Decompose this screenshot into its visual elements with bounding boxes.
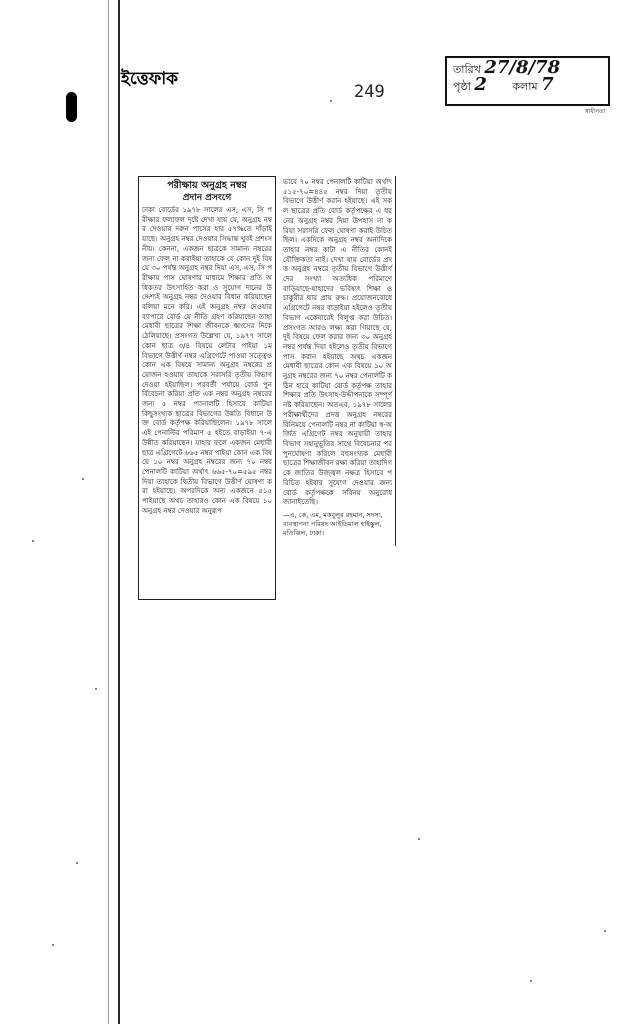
article-signature: —এ, কে, এম, মকবুলুর রহমান, সদস্য, ব্যবস্থাপনা পরিষদ আইডিয়াল হাইস্কুল, মতিঝিল, ঢাকা। [283, 510, 383, 537]
scan-speck [76, 862, 78, 864]
stamp-footnote: স্বাধীনতা [585, 108, 606, 115]
stamp-page-label: পৃষ্ঠা [453, 80, 471, 93]
archive-page-number: 249 [354, 82, 385, 102]
stamp-date-value: 27/8/78 [484, 60, 561, 77]
clipping-column-1 [138, 176, 276, 600]
stamp-page-row [453, 77, 602, 94]
article-title: পরীক্ষায় অনুগ্রহ নম্বর [167, 180, 247, 191]
punch-hole [66, 92, 77, 122]
scan-speck [32, 540, 34, 542]
article-body-part-2: ভাবে ৭০ নম্বর পেনালটি কাটিয়া অর্থাৎ ৫১৫-৭০=৪৪৫ নম্বর দিয়া তৃতীয় বিভাগে উত্তীর্ণ করান হইয়াছে। এই সকল ছাত্রের প্রতি বোর্ড কর্তৃপক্ষের এ ধরনের অনুগ্রহ নম্বর দিয়া উপহাস না করিয়া সরাসরি ফেল ঘোষণা করাই উচিত ছিল। একদিকে অনুগ্রহ নম্বর অন্যদিকে তাহার নম্বর কাটা এ নীতির কোনই যৌক্তিকতা নাই। দেখা যায় বোর্ডের প্রদত্ত অনুগ্রহ নম্বরে তৃতীয় বিভাগে উত্তীর্ণদের সংখ্যা অত্যধিক পরিমাণে বাড়িয়াছে-যাহাদের ভবিষ্যৎ শিক্ষা ও চাকুরীর দ্বার প্রায় রুদ্ধ। প্রয়োজনবোধে এগ্রিগেটে নম্বর বাড়াইয়া হইলেও তৃতীয় বিভাগ একেবারেই বিলুপ্ত করা উচিত। প্রসংগত আরও লক্ষ্য করা গিয়াছে যে, দুই বিষয়ে ফেল করার জন্য ৩০ অনুগ্রহ নম্বর পর্যন্ত দিয়া হইলেও তৃতীয় বিভাগে পাস করান হইয়াছে অথচ একজন মেধাবী ছাত্রের কোন এক বিষয়ে ১০ অনুগ্রহ নম্বরের জন্য ৭০ নম্বর পেনালটি কঠিন হারে কাটিয়া বোর্ড কর্তৃপক্ষ তাহার শিক্ষার প্রতি উৎসাহ-উদ্দীপনাকে সম্পূর্ণ নষ্ট করিয়াছেন। অতএব, ১৯৭৮ সালের পরীক্ষার্থীদের প্রদত্ত অনুগ্রহ নম্বরের বিনিময়ে পেনালটি নম্বর না কাটিয়া স্ব-অর্জিত এগ্রিগেট নম্বর অনুযায়ী তাহার বিভাগ সহানুভূতির সাথে বিবেচনার পর পুনর্ঘোষণা করিলে বহুসংখ্যক মেধাবী ছাত্রের শিক্ষাজীবন রক্ষা করিয়া তাহাদিগকে জাতির উজ্জ্বল নক্ষত্র হিসাবে পরিচিত হইবার সুযোগ দেওয়ার জন্য বোর্ড কর্তৃপক্ষকে সবিনয় অনুরোধ জানাইতেছি। [283, 178, 392, 507]
scan-speck [330, 100, 332, 102]
scan-speck [52, 944, 54, 946]
date-stamp [445, 56, 610, 106]
stamp-date-label: তারিখ [453, 63, 481, 76]
stamp-date-row [453, 60, 602, 77]
scan-speck [418, 838, 420, 840]
stamp-column-label: কলাম [512, 80, 538, 93]
margin-line [118, 0, 120, 1024]
newspaper-name: ইত্তেফাক [121, 69, 179, 89]
scan-speck [530, 980, 532, 982]
stamp-column-value: 7 [541, 77, 554, 94]
scan-speck [604, 930, 606, 932]
scan-speck [95, 688, 97, 690]
clipping-column-2 [280, 176, 396, 546]
newspaper-clipping [138, 176, 396, 600]
page-edge-line [108, 0, 109, 1024]
article-subtitle: প্রদান প্রসংগে [182, 193, 232, 203]
stamp-page-value: 2 [474, 77, 487, 94]
scan-speck [82, 478, 84, 480]
article-body-part-1: ঢাকা বোর্ডের ১৯৭৮ সালের এস, এস, সি পরীক্ষার ফলাফল দৃষ্টে দেখা যায় যে, অনুগ্রহ নম্বর দেওয়ার দরুন পাসের হার ৫৭%তে দাঁড়াইয়াছে। অনুগ্রহ নম্বর দেওয়ার সিদ্ধান্ত খুবই প্রশংসনীয়। কেননা, একজন ছাত্রকে সামান্য নম্বরের জন্য ফেল না করাইয়া তাহাকে যে কোন দুই বিষয়ে ৩০ পর্যন্ত অনুগ্রহ নম্বর দিয়া এস, এস, সি পরীক্ষায় পাস ঘোষণার মাধ্যমে শিক্ষার প্রতি অধিকতর উৎসাহিত করা ও সুযোগ দানের উদ্দেশ্যই অনুগ্রহ নম্বর দেওয়ার বিধান করিয়াছেন বলিয়া মনে করি। এই অনুগ্রহ নম্বর দেওয়ার ব্যাপারে বোর্ড যে নীতি গ্রহণ করিয়াছেন তাহা মেধাবী ছাত্রের শিক্ষা জীবনকে ধ্বংসের দিকে ঠেলিয়াছে। প্রসংগত উল্লেখ্য যে, ১৯৭৭ সালে কোন ছাত্র ৩/৪ বিষয়ে লেটার পাইয়া ১ম বিভাগে উত্তীর্ণ নম্বর এগ্রিগেটে পাওয়া সত্ত্বেও কোন এক বিষয়ে সামান্য অনুগ্রহ নম্বরের প্রয়োজন হওয়ায় তাহাকে সরাসরি তৃতীয় বিভাগ দেওয়া হইয়াছিল। পরবর্তী পর্যায়ে বোর্ড পুনর্বিবেচনা করিয়া প্রতি এক নম্বর অনুগ্রহ নম্বরের জন্য ৫ নম্বর প্যানালটি হিসাবে কাটিয়া কিছুসংখ্যক ছাত্রের বিভাগের উন্নতি বিধানে উক্ত বোর্ড কর্তৃপক্ষ করিয়াছিলেন। ১৯৭৮ সালে এই পেনাল্টির পরিমাণ ৫ হইতে বাড়াইয়া ৭-এ উন্নীত করিয়াছেন। যাহার ফলে একজন মেধাবী ছাত্র এগ্রিগেটে ৬৬৫ নম্বর পাইয়া কোন এক বিষয়ে ১০ নম্বর অনুগ্রহ নম্বরের জন্য ৭০ নম্বর পেনালটি কাটিয়া অর্থাৎ ৬৬৫-৭০=৫৯৫ নম্বর দিয়া তাহাকে দ্বিতীয় বিভাগে উত্তীর্ণ ঘোষণা করা হইয়াছে। অপরদিকে অন্য একজনে ৫১৫ পাইয়াছে অথচ তাহারও কোন এক বিষয়ে ১০ অনুগ্রহ নম্বর দেওয়ার অনুরূপ [142, 206, 272, 515]
